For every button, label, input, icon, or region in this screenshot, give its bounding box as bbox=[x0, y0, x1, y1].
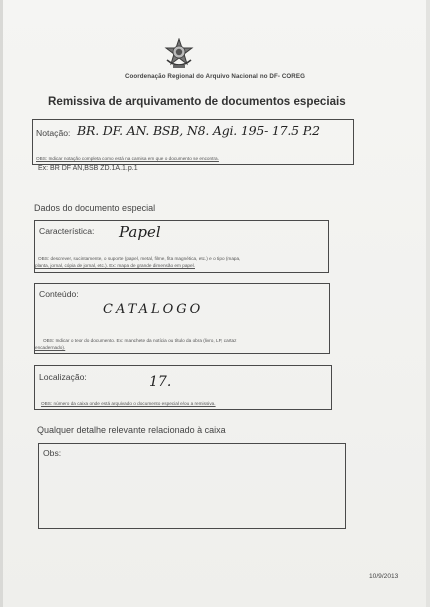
conteudo-label: Conteúdo: bbox=[39, 289, 79, 299]
brazil-coat-of-arms-icon bbox=[164, 38, 194, 70]
caracteristica-box bbox=[34, 220, 329, 273]
caracteristica-label: Característica: bbox=[39, 226, 95, 236]
agency-name: Coordenação Regional do Arquivo Nacional no DF- COREG bbox=[124, 73, 306, 80]
conteudo-obs-line1: OBS: Indicar o teor do documento. Ex: manchete da notícia ou título da obra (livro, LP, cartaz bbox=[43, 338, 237, 343]
document-date: 10/9/2013 bbox=[369, 573, 399, 580]
caixa-obs-box[interactable] bbox=[38, 443, 346, 529]
localizacao-obs: OBS: número da caixa onde está arquivado o documento especial e/ou a remissiva. bbox=[41, 401, 216, 406]
conteudo-handwritten[interactable]: CATALOGO bbox=[103, 302, 204, 317]
notacao-label: Notação: bbox=[36, 128, 71, 138]
form-title: Remissiva de arquivamento de documentos especiais bbox=[48, 95, 346, 108]
conteudo-box bbox=[34, 283, 330, 354]
caixa-heading: Qualquer detalhe relevante relacionado à caixa bbox=[37, 425, 226, 435]
caracteristica-handwritten[interactable]: Papel bbox=[119, 223, 161, 241]
localizacao-label: Localização: bbox=[39, 372, 87, 382]
caixa-obs-label: Obs: bbox=[43, 448, 62, 458]
dados-heading: Dados do documento especial bbox=[34, 203, 156, 213]
localizacao-handwritten[interactable]: 17. bbox=[149, 374, 172, 390]
notacao-handwritten[interactable]: BR. DF. AN. BSB, N8. Agi. 195- 17.5 P.2 bbox=[77, 123, 320, 138]
scan-edge-left bbox=[0, 0, 3, 607]
scan-edge-right bbox=[426, 0, 430, 607]
notacao-example: Ex: BR DF AN,BSB ZD.1A.1.p.1 bbox=[38, 165, 138, 172]
caracteristica-obs-line2: planta, jornal, cópia de jornal, etc.). Ex: mapa de grande dimensão em papel. bbox=[35, 263, 195, 268]
localizacao-box bbox=[34, 365, 332, 410]
caracteristica-obs-line1: OBS: descrever, sucintamente, o suporte (papel, metal, filme, fita magnética, etc.) e o tipo (mapa, bbox=[38, 256, 241, 261]
notacao-box bbox=[32, 119, 354, 165]
notacao-obs: OBS: Indicar notação completa como está na camisa em que o documento se encontra. bbox=[36, 156, 219, 161]
conteudo-obs-line2: encadernado). bbox=[35, 345, 66, 350]
